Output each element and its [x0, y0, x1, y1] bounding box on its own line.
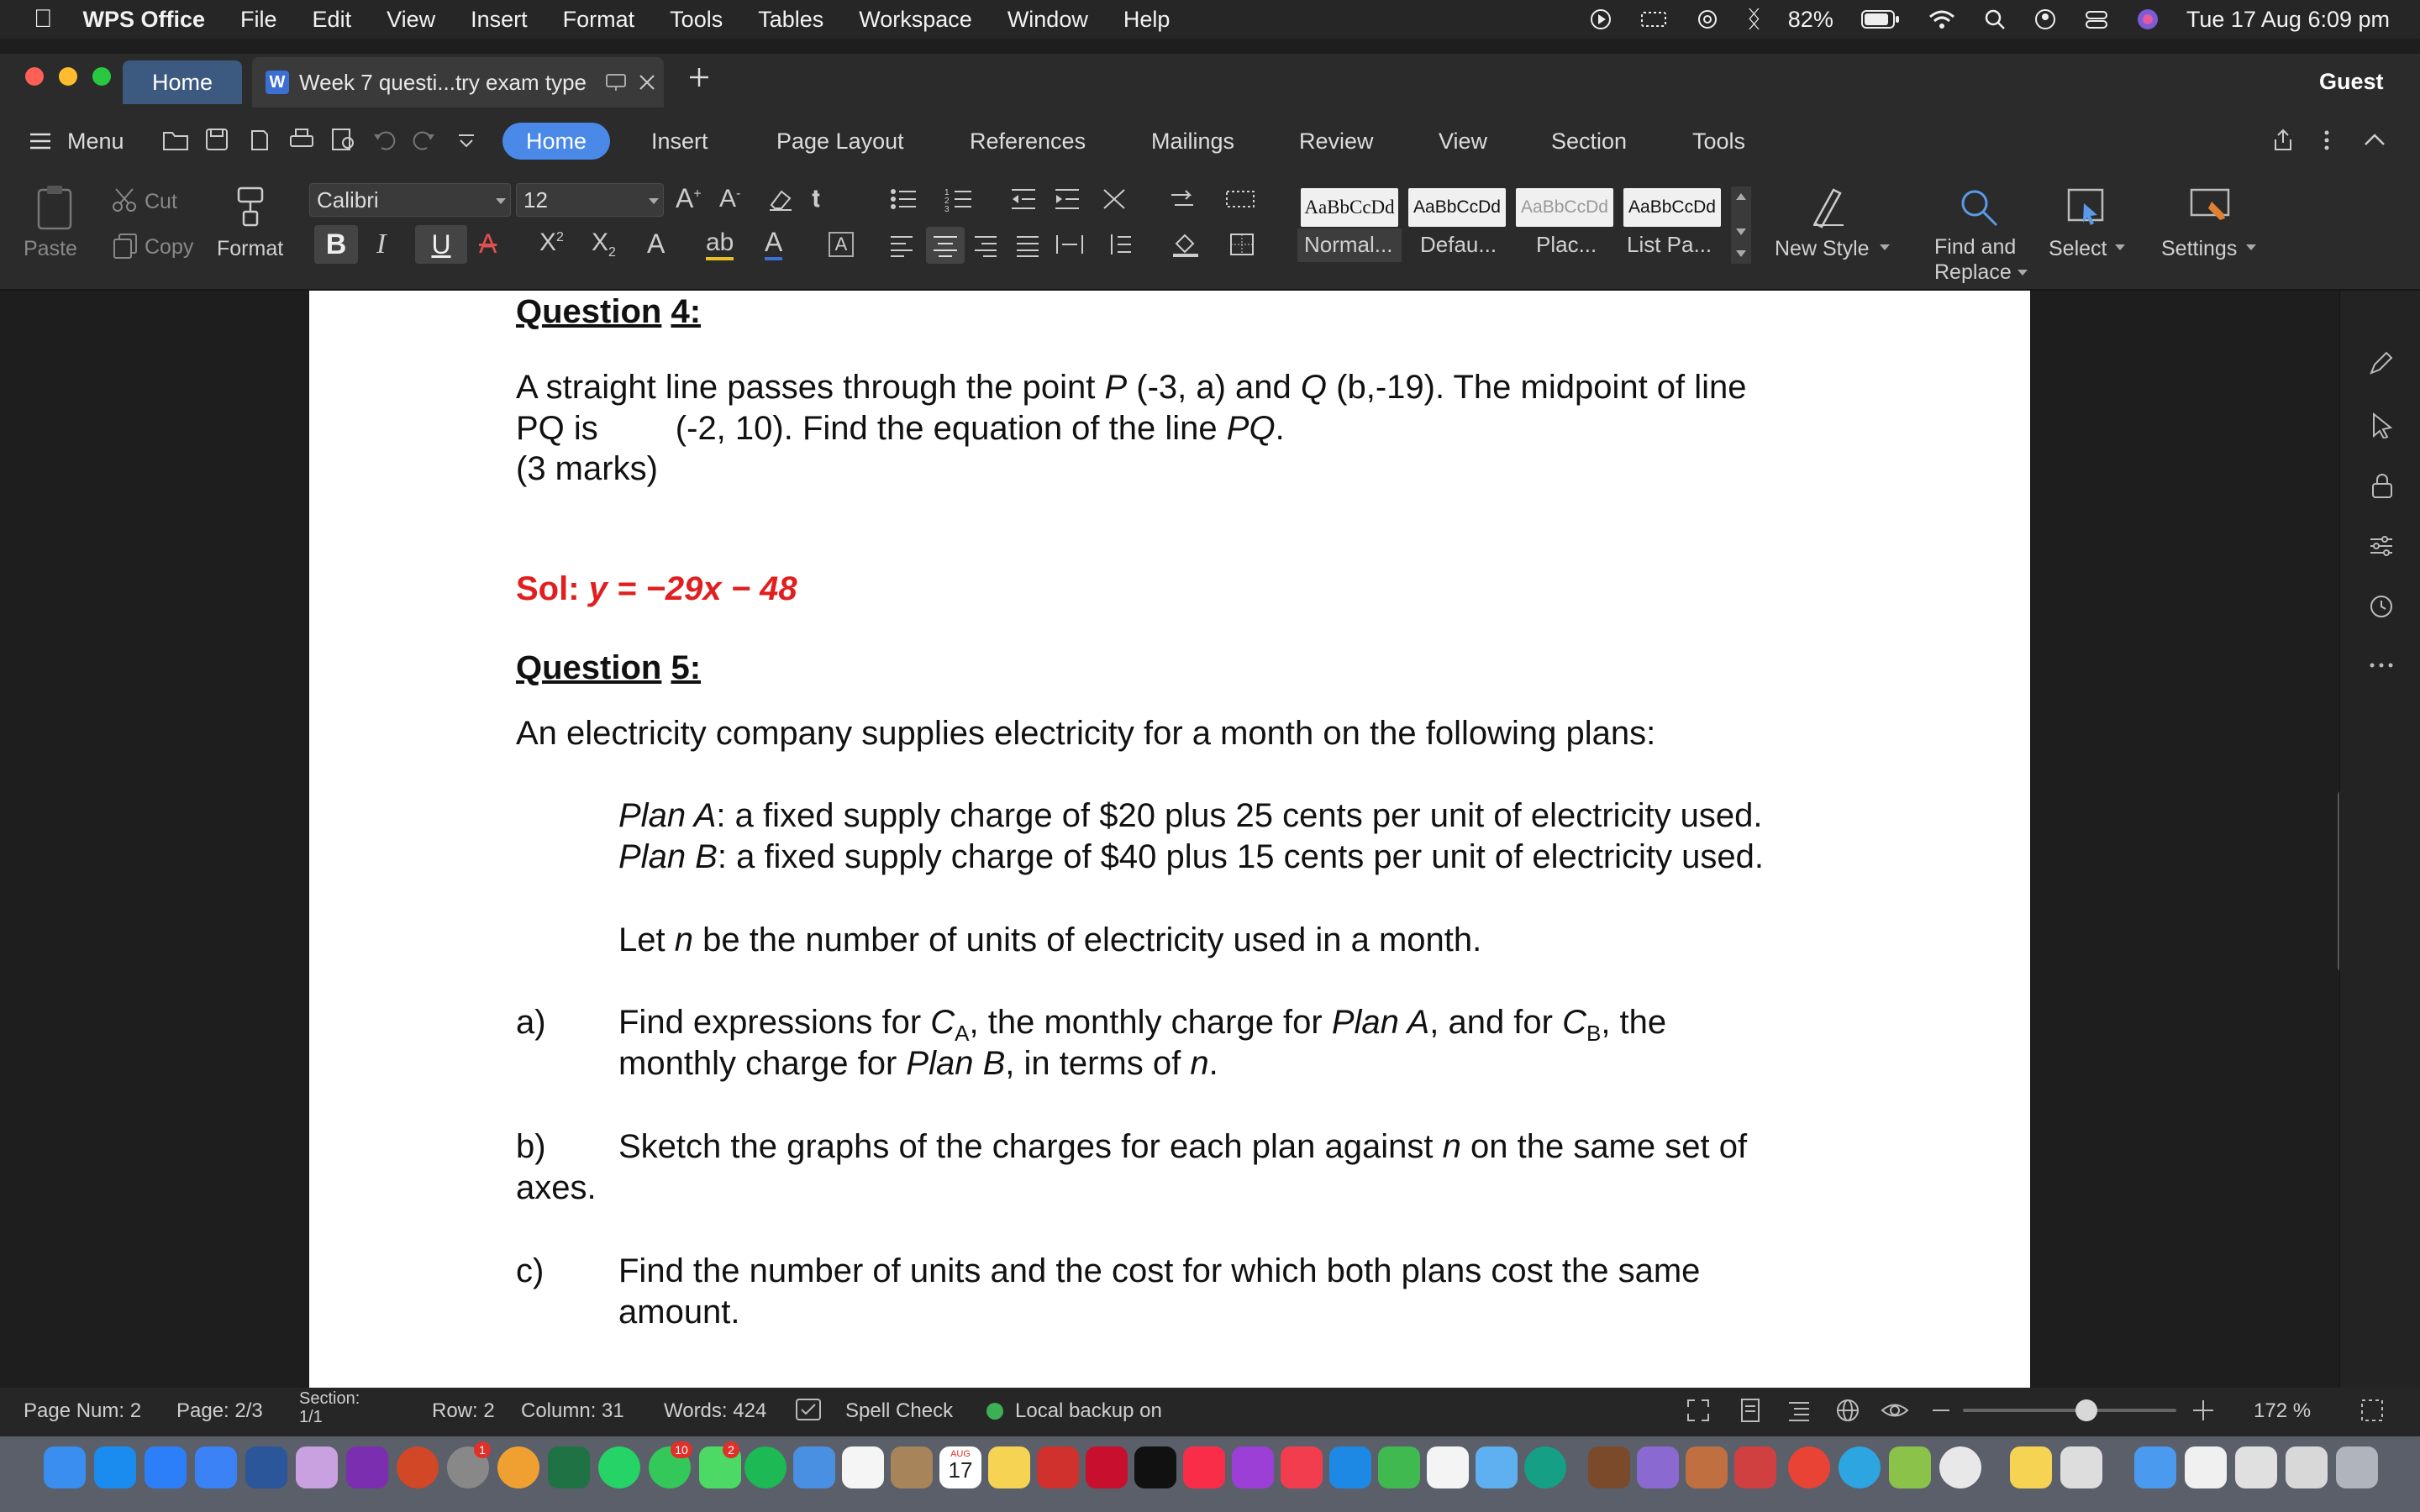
window-minimize-button[interactable]	[59, 67, 77, 86]
font-name-select[interactable]: Calibri	[309, 183, 511, 217]
news-icon[interactable]	[1281, 1446, 1323, 1488]
cut-button[interactable]: Cut	[145, 190, 177, 213]
downloads-stack-icon[interactable]	[2185, 1446, 2227, 1488]
plan-b-line: Plan B: a fixed supply charge of $40 plus 15 cents per unit of electricity used.	[618, 838, 1765, 875]
find-replace-icon[interactable]	[1958, 186, 2000, 228]
page-view-icon[interactable]	[1738, 1398, 1763, 1423]
save-icon[interactable]	[203, 126, 230, 153]
battery-icon[interactable]	[1860, 8, 1901, 30]
app-store-icon[interactable]	[94, 1446, 136, 1488]
numbered-list-icon[interactable]	[944, 186, 973, 212]
align-left-icon[interactable]	[889, 234, 914, 257]
part-b-line-1: Sketch the graphs of the charges for each plan against n on the same set of	[618, 1128, 1748, 1165]
launchpad-icon[interactable]	[296, 1446, 338, 1488]
justify-icon[interactable]	[1015, 234, 1040, 257]
tab-home-ribbon[interactable]: Home	[502, 123, 610, 160]
apple-icon[interactable]	[34, 5, 53, 34]
spell-check-button[interactable]: Spell Check	[845, 1399, 954, 1422]
tab-page-layout[interactable]: Page Layout	[776, 129, 904, 154]
window-close-button[interactable]	[25, 67, 44, 86]
onenote-icon[interactable]	[346, 1446, 388, 1488]
highlight-button[interactable]: ab	[706, 228, 734, 260]
style-preview-placeholder[interactable]: AaBbCcDd	[1516, 188, 1613, 227]
status-word-count[interactable]: Words: 424	[664, 1399, 767, 1422]
svg-text:3: 3	[944, 205, 950, 212]
menu-edit[interactable]: Edit	[293, 6, 333, 32]
numbers-icon[interactable]	[1378, 1446, 1420, 1488]
print-icon[interactable]	[287, 126, 316, 153]
select-button[interactable]: Select	[2049, 237, 2107, 260]
style-label-default[interactable]: Defau...	[1420, 232, 1497, 257]
distribute-icon[interactable]	[1055, 232, 1084, 257]
guest-user-label[interactable]: Guest	[2319, 69, 2384, 94]
adjustments-icon[interactable]	[2368, 533, 2395, 559]
reminders-icon[interactable]	[842, 1446, 884, 1488]
web-layout-icon[interactable]	[1835, 1398, 1860, 1423]
paste-icon[interactable]	[35, 183, 74, 230]
format-painter-icon[interactable]	[232, 185, 271, 228]
menu-app-name[interactable]: WPS Office	[64, 6, 187, 32]
spell-check-icon[interactable]	[795, 1398, 822, 1421]
spotify-icon[interactable]	[744, 1446, 786, 1488]
question-4-line-1: A straight line passes through the point P (-3, a) and Q (b,-19). The midpoint of line	[516, 369, 1747, 406]
screen-share-icon[interactable]	[1639, 8, 1668, 31]
settings-icon[interactable]	[2188, 186, 2232, 230]
zoom-level[interactable]: 172 %	[2254, 1399, 2312, 1422]
borders-icon[interactable]	[1228, 232, 1255, 257]
notification-badge-facetime: 2	[723, 1441, 739, 1458]
underline-button[interactable]: U	[415, 225, 467, 264]
part-a-label: a)	[516, 1004, 546, 1041]
menu-tables[interactable]: Tables	[739, 6, 805, 32]
align-right-icon[interactable]	[973, 234, 998, 257]
notification-badge-messages: 10	[671, 1441, 692, 1458]
applications-folder-icon[interactable]	[2134, 1446, 2176, 1488]
increase-font-size-icon[interactable]: A+	[676, 183, 702, 213]
font-name-dropdown-icon[interactable]	[494, 197, 508, 205]
tab-review[interactable]: Review	[1299, 129, 1374, 154]
decrease-font-size-icon[interactable]: A-	[719, 185, 741, 213]
paste-button[interactable]: Paste	[24, 237, 77, 260]
bold-button[interactable]: B	[314, 225, 358, 264]
superscript-button[interactable]: $X^2$	[539, 228, 564, 256]
copy-button[interactable]: Copy	[145, 235, 194, 259]
tab-insert[interactable]: Insert	[651, 129, 708, 154]
status-section[interactable]: Section: 1/1	[299, 1389, 360, 1426]
tab-references[interactable]: References	[970, 129, 1086, 154]
menu-insert[interactable]: Insert	[451, 6, 509, 32]
window-zoom-button[interactable]	[92, 67, 111, 86]
strikethrough-button[interactable]: A	[479, 228, 497, 259]
lock-icon[interactable]	[2370, 472, 2395, 499]
cut-icon[interactable]	[111, 186, 139, 213]
bullet-list-icon[interactable]	[889, 186, 918, 212]
more-options-icon[interactable]	[2323, 128, 2331, 153]
text-style-icon[interactable]: 𝐭	[812, 185, 821, 213]
chinese-layout-icon[interactable]	[1101, 186, 1129, 212]
find-and-label[interactable]: Find and	[1934, 235, 2017, 259]
part-a-line-2: monthly charge for Plan B, in terms of n.	[618, 1045, 1218, 1082]
tab-close-icon[interactable]	[637, 72, 657, 92]
copy-icon[interactable]	[111, 232, 139, 259]
airdrop-icon[interactable]	[1695, 8, 1720, 31]
hamburger-menu-icon[interactable]	[29, 131, 52, 151]
outline-view-icon[interactable]	[1786, 1398, 1812, 1423]
new-style-dropdown-icon[interactable]	[1879, 244, 1891, 252]
style-preview-normal[interactable]: AaBbCcDd	[1301, 188, 1398, 227]
zoom-app-icon[interactable]	[145, 1446, 187, 1488]
battery-percent: 82%	[1787, 6, 1833, 32]
plan-a-line: Plan A: a fixed supply charge of $20 plus 25 cents per unit of electricity used.	[618, 797, 1763, 834]
character-border-button[interactable]: A	[829, 232, 854, 257]
svg-text:2: 2	[944, 197, 950, 206]
question-5-intro: An electricity company supplies electricity for a month on the following plans:	[516, 715, 1656, 752]
contacts-icon[interactable]	[891, 1446, 933, 1488]
select-dropdown-icon[interactable]	[2114, 244, 2126, 252]
tab-document-title: Week 7 questi...try exam type	[299, 69, 587, 95]
style-preview-list-paragraph[interactable]: AaBbCcDd	[1623, 188, 1721, 227]
bluetooth-icon[interactable]: ᛝ	[1746, 6, 1761, 32]
part-b-label: b)	[516, 1128, 546, 1165]
fullscreen-icon[interactable]	[1686, 1398, 1711, 1423]
share-icon[interactable]	[2270, 128, 2296, 153]
tab-tools[interactable]: Tools	[1692, 129, 1746, 154]
apple-tv-icon[interactable]	[1134, 1446, 1176, 1488]
preview-icon[interactable]	[2060, 1446, 2102, 1488]
game-app-icon-2[interactable]	[1686, 1446, 1728, 1488]
font-size-select[interactable]: 12	[516, 183, 664, 217]
backup-status-icon	[986, 1403, 1003, 1420]
whatsapp-icon[interactable]	[598, 1446, 640, 1488]
new-tab-plus-icon[interactable]	[687, 66, 711, 89]
menu-window[interactable]: Window	[988, 6, 1070, 32]
right-sidebar	[2339, 291, 2420, 1388]
mail-icon[interactable]	[793, 1446, 835, 1488]
calendar-month: AUG	[950, 1449, 971, 1459]
safari-icon[interactable]	[195, 1446, 237, 1488]
menu-tools[interactable]: Tools	[650, 6, 704, 32]
zoom-in-icon[interactable]	[2191, 1398, 2215, 1423]
zoom-out-icon[interactable]	[1931, 1398, 1951, 1423]
part-a-line-1: Find expressions for $C_A$, the monthly charge for Plan A, and for $C_B$, the	[618, 1004, 1667, 1046]
question-5-heading: Question 5:	[516, 649, 702, 686]
new-style-button[interactable]: New Style	[1775, 237, 1870, 260]
style-preview-default[interactable]: AaBbCcDd	[1408, 188, 1506, 227]
part-b-line-2: axes.	[516, 1169, 597, 1206]
status-bar	[0, 1388, 2420, 1436]
control-center-icon[interactable]	[2084, 8, 2109, 31]
calendar-day: 17	[948, 1457, 973, 1483]
status-page[interactable]: Page: 2/3	[176, 1399, 263, 1422]
word-doc-icon: W	[266, 71, 289, 94]
play-icon[interactable]	[1589, 8, 1612, 31]
line-spacing-icon[interactable]	[1107, 232, 1133, 257]
keynote-icon[interactable]	[1329, 1446, 1371, 1488]
wifi-icon[interactable]	[1928, 8, 1956, 31]
paragraph-direction-icon[interactable]	[1168, 186, 1197, 212]
pen-icon[interactable]	[2368, 349, 2395, 376]
maps-icon[interactable]	[1476, 1446, 1518, 1488]
menu-view[interactable]: View	[367, 6, 417, 32]
word-app-icon[interactable]	[245, 1446, 287, 1488]
quick-access-dropdown-icon[interactable]	[457, 133, 476, 150]
fit-window-icon[interactable]	[2360, 1398, 2385, 1423]
game-app-icon-3[interactable]	[1734, 1446, 1776, 1488]
acrobat-icon[interactable]	[1086, 1446, 1128, 1488]
question-4-line-2: PQ is (-2, 10). Find the equation of the line PQ.	[516, 410, 1285, 447]
status-page-num[interactable]: Page Num: 2	[24, 1399, 142, 1422]
tab-view[interactable]: View	[1439, 129, 1488, 154]
document-page[interactable]	[309, 291, 2030, 1388]
menubar-clock[interactable]: Tue 17 Aug 6:09 pm	[2186, 6, 2390, 32]
tab-document[interactable]	[252, 57, 664, 108]
history-icon[interactable]	[2368, 593, 2395, 620]
quicktime-icon[interactable]	[1939, 1446, 1981, 1488]
format-painter-button[interactable]: Format	[217, 237, 284, 260]
open-folder-icon[interactable]	[161, 126, 190, 153]
style-label-normal[interactable]: Normal...	[1304, 232, 1393, 257]
collapse-ribbon-icon[interactable]	[2363, 131, 2386, 148]
grammarly-icon[interactable]	[1524, 1446, 1566, 1488]
tab-monitor-icon[interactable]	[605, 72, 627, 92]
excel-icon[interactable]	[548, 1446, 590, 1488]
settings-dropdown-icon[interactable]	[2245, 244, 2257, 252]
bible-app-icon[interactable]	[1588, 1446, 1630, 1488]
menu-format[interactable]: Format	[544, 6, 616, 32]
question-4-marks: (3 marks)	[516, 450, 658, 487]
decrease-indent-icon[interactable]	[1010, 186, 1037, 212]
macos-menubar	[0, 0, 2420, 39]
italic-button[interactable]: I	[376, 228, 387, 260]
zoom-slider-track[interactable]	[1963, 1409, 2176, 1412]
subscript-button[interactable]: $X_2$	[592, 228, 616, 260]
style-label-list-paragraph[interactable]: List Pa...	[1627, 232, 1712, 257]
calendar-icon[interactable]	[939, 1446, 981, 1488]
styles-scroll-arrows[interactable]	[1731, 186, 1751, 264]
telegram-icon[interactable]	[1839, 1446, 1881, 1488]
show-marks-icon[interactable]	[1225, 190, 1255, 208]
sidebar-more-icon[interactable]	[2368, 660, 2395, 670]
notes-icon[interactable]	[988, 1446, 1030, 1488]
trash-icon[interactable]	[2336, 1446, 2378, 1488]
menu-help[interactable]: Help	[1104, 6, 1151, 32]
find-replace-dropdown-icon[interactable]	[2017, 269, 2028, 277]
menu-file[interactable]: File	[221, 6, 259, 32]
game-app-icon-1[interactable]	[1637, 1446, 1679, 1488]
chrome-icon[interactable]	[1788, 1446, 1830, 1488]
menu-button[interactable]: Menu	[67, 129, 124, 154]
question-4-solution: Sol: y = −29x − 48	[516, 570, 797, 607]
recent-file-icon[interactable]	[2286, 1446, 2328, 1488]
align-center-button[interactable]	[926, 227, 965, 264]
redo-icon[interactable]	[412, 128, 437, 153]
pages-icon[interactable]	[1427, 1446, 1469, 1488]
wps-icon[interactable]	[1037, 1446, 1079, 1488]
tab-home[interactable]: Home	[123, 60, 242, 104]
music-icon[interactable]	[1183, 1446, 1225, 1488]
part-c-line-1: Find the number of units and the cost for which both plans cost the same	[618, 1252, 1701, 1289]
replace-label[interactable]: Replace	[1934, 260, 2012, 284]
font-size-dropdown-icon[interactable]	[647, 197, 660, 205]
select-icon[interactable]	[2065, 186, 2107, 230]
siri-icon[interactable]	[2136, 8, 2160, 31]
notification-badge-settings: 1	[474, 1441, 491, 1458]
question-4-heading: Question 4:	[516, 293, 702, 330]
eye-protection-icon[interactable]	[1881, 1398, 1909, 1423]
shading-icon[interactable]	[1171, 232, 1200, 257]
tab-section[interactable]: Section	[1551, 129, 1628, 154]
user-account-icon[interactable]	[2033, 8, 2057, 31]
clear-formatting-icon[interactable]	[766, 186, 795, 213]
font-color-button[interactable]: A	[765, 227, 782, 260]
file-app-icon[interactable]	[1889, 1446, 1931, 1488]
finder-icon[interactable]	[44, 1446, 86, 1488]
podcasts-icon[interactable]	[1232, 1446, 1274, 1488]
text-effects-button[interactable]: A	[647, 228, 666, 259]
style-label-placeholder[interactable]: Plac...	[1536, 232, 1597, 257]
export-icon[interactable]	[245, 126, 272, 153]
increase-indent-icon[interactable]	[1054, 186, 1081, 212]
new-style-icon[interactable]	[1810, 185, 1849, 228]
settings-button[interactable]: Settings	[2161, 237, 2238, 260]
menubar-status-area	[1589, 0, 2390, 39]
part-c-line-2: amount.	[618, 1294, 740, 1331]
let-n-line: Let n be the number of units of electricity used in a month.	[618, 921, 1482, 958]
local-backup-status[interactable]: Local backup on	[1015, 1399, 1162, 1422]
svg-text:1: 1	[944, 188, 950, 197]
zoom-slider-thumb[interactable]	[2075, 1399, 2097, 1421]
status-column[interactable]: Column: 31	[521, 1399, 624, 1422]
part-c-label: c)	[516, 1252, 544, 1289]
spotlight-search-icon[interactable]	[1983, 8, 2007, 31]
tab-mailings[interactable]: Mailings	[1151, 129, 1235, 154]
powerpoint-icon[interactable]	[397, 1446, 439, 1488]
photos-icon[interactable]	[497, 1446, 539, 1488]
documents-stack-icon[interactable]	[2235, 1446, 2277, 1488]
menu-workspace[interactable]: Workspace	[839, 6, 954, 32]
undo-icon[interactable]	[371, 128, 397, 153]
status-row[interactable]: Row: 2	[432, 1399, 495, 1422]
print-preview-icon[interactable]	[329, 126, 358, 153]
stickies-icon[interactable]	[2010, 1446, 2052, 1488]
cursor-icon[interactable]	[2370, 412, 2395, 438]
